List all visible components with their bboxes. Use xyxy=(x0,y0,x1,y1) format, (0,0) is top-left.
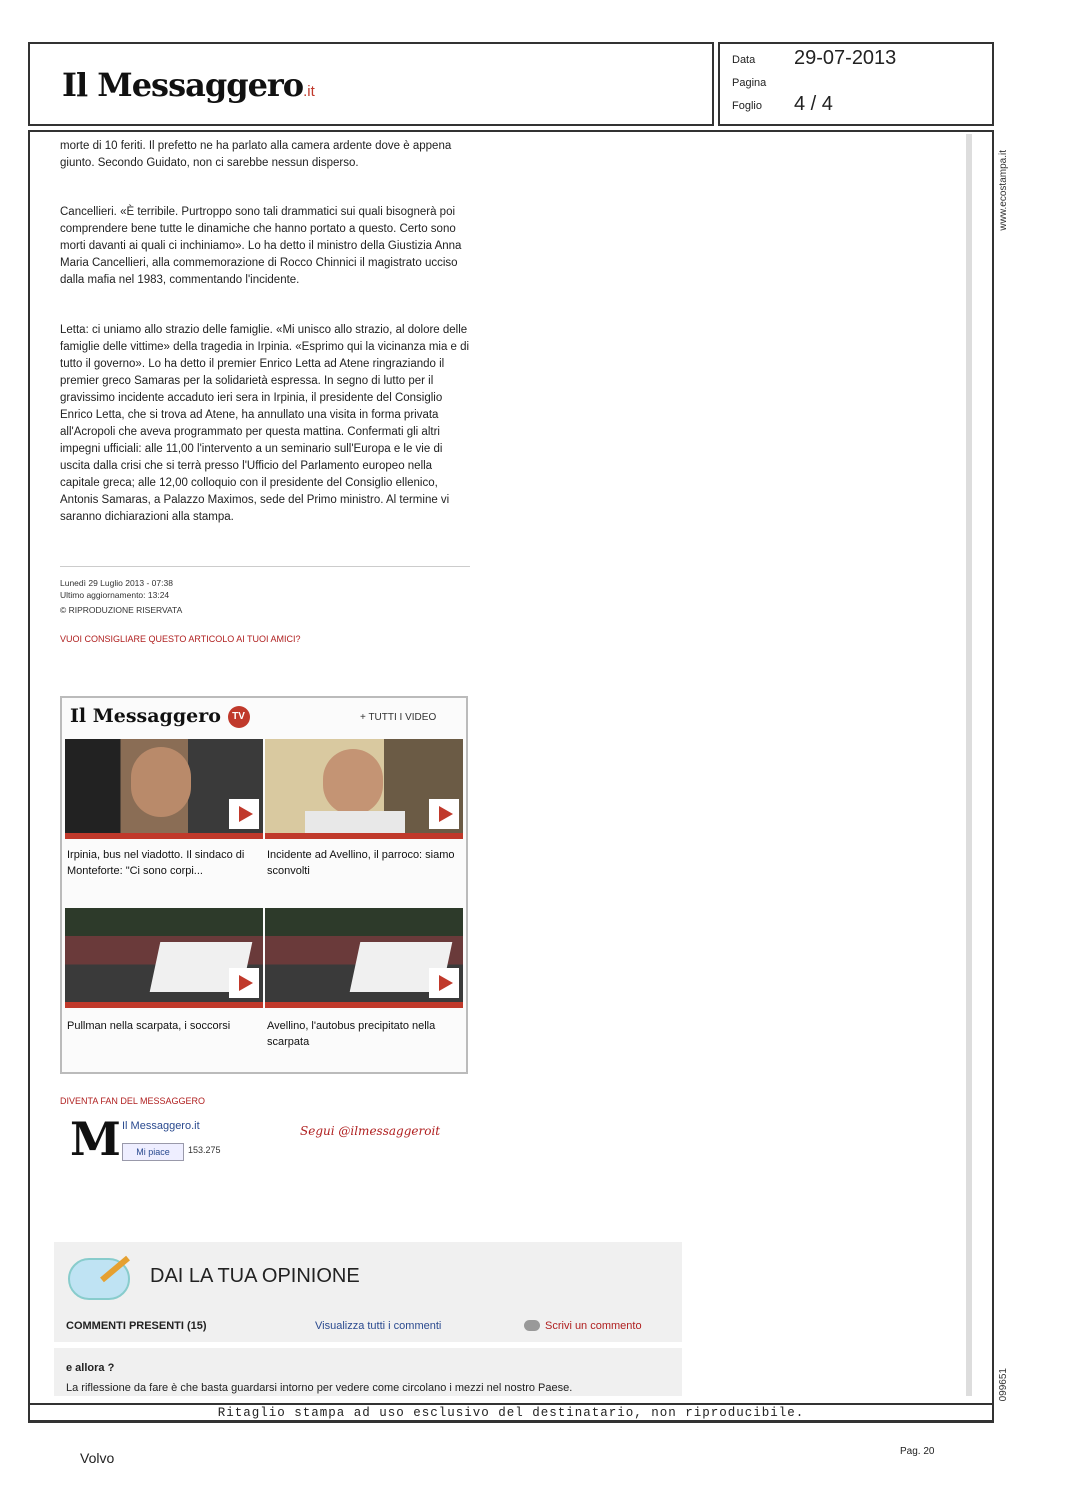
clipping-notice: Ritaglio stampa ad uso esclusivo del destinatario, non riproducibile. xyxy=(28,1403,994,1423)
side-website: www.ecostampa.it xyxy=(998,150,1009,231)
video-caption-4[interactable]: Avellino, l'autobus precipitato nella scarpata xyxy=(267,1020,436,1048)
fan-page-name[interactable]: Il Messaggero.it xyxy=(122,1120,200,1132)
article-paragraph-3: Letta: ci uniamo allo strazio delle famiglie. «Mi unisco allo strazio, al dolore delle famiglie delle vittime» della tragedia in Irpinia. «Esprimo qui la vicinanza mia e di tutto il governo». Lo ha detto il premier Enrico Letta ad Atene ringraziando il premier greco Samaras per la solidarietà espressa. In segno di lutto per il gravissimo incidente accaduto ieri sera in Irpinia, il presidente del Consiglio Enrico Letta, che si trova ad Atene, ha annullato una visita in forma privata all'Acropoli che aveva programmato per questa mattina. Confermati gli altri impegni ufficiali: alle 11,00 l'intervento a un seminario sull'Europa e le vie di uscita dalla crisi che si terrà presso l'Ufficio del Parlamento europeo nella capitale greca; alle 12,00 colloquio con il presidente del Consiglio ellenico, Antonis Samaras, a Palazzo Maximos, sede del Primo ministro. Al termine vi saranno dichiarazioni alla stampa. xyxy=(60,324,470,523)
video-thumbnail-3[interactable] xyxy=(65,908,263,1008)
comment-icon xyxy=(524,1320,540,1331)
footer-page-number: Pag. 20 xyxy=(900,1446,935,1457)
video-thumbnail-2[interactable] xyxy=(265,739,463,839)
article-rights: © RIPRODUZIONE RISERVATA xyxy=(60,605,183,615)
side-code: 099651 xyxy=(998,1368,1009,1402)
video-thumbnail-4[interactable] xyxy=(265,908,463,1008)
comment-count: COMMENTI PRESENTI (15) xyxy=(66,1320,207,1332)
comment-text: La riflessione da fare è che basta guardarsi intorno per vedere come circolano i mezzi nel nostro Paese. xyxy=(66,1382,573,1394)
data-value: 29-07-2013 xyxy=(794,47,897,69)
play-icon xyxy=(429,968,459,998)
comment-title: e allora ? xyxy=(66,1362,115,1374)
opinion-title: DAI LA TUA OPINIONE xyxy=(150,1265,360,1287)
comment-bubble-icon xyxy=(68,1258,130,1300)
face-shape xyxy=(323,749,383,815)
article-updated: Ultimo aggiornamento: 13:24 xyxy=(60,590,170,600)
follow-link[interactable]: Segui @ilmessaggeroit xyxy=(300,1124,441,1138)
video-thumbnail-1[interactable] xyxy=(65,739,263,839)
tv-badge: TV xyxy=(228,706,250,728)
video-caption-3[interactable]: Pullman nella scarpata, i soccorsi xyxy=(67,1020,231,1032)
face-shape xyxy=(131,747,191,817)
foglio-value: 4 / 4 xyxy=(794,93,833,115)
like-button[interactable]: Mi piace xyxy=(122,1143,184,1161)
all-videos-link[interactable]: + TUTTI I VIDEO xyxy=(360,712,437,723)
masthead-logo: Il Messaggero.it xyxy=(62,66,315,104)
fan-logo: M xyxy=(70,1112,121,1166)
view-all-comments-link[interactable]: Visualizza tutti i commenti xyxy=(315,1320,442,1332)
pagina-label: Pagina xyxy=(732,77,767,89)
play-icon xyxy=(229,799,259,829)
foglio-label: Foglio xyxy=(732,100,762,112)
tv-logo: Il Messaggero TV xyxy=(70,705,250,728)
article-date: Lunedì 29 Luglio 2013 - 07:38 xyxy=(60,578,173,588)
article-divider xyxy=(60,566,470,567)
write-comment-link[interactable]: Scrivi un commento xyxy=(545,1320,642,1332)
play-icon xyxy=(229,968,259,998)
shirt-shape xyxy=(305,811,405,839)
video-caption-2[interactable]: Incidente ad Avellino, il parroco: siamo sconvolti xyxy=(267,849,455,877)
article-paragraph-2: Cancellieri. «È terribile. Purtroppo sono tali drammatici sui quali bisognerà poi comprendere bene tutte le dinamiche che hanno portato a questo. Certo sono morti davanti ai quali ci inchiniamo». Lo ha detto il ministro della Giustizia Anna Maria Cancellieri, alla commemorazione di Rocco Chinnici il magistrato ucciso dalla mafia nel 1983, commentando l'incidente. xyxy=(60,206,462,286)
logo-suffix: .it xyxy=(303,83,315,100)
video-caption-1[interactable]: Irpinia, bus nel viadotto. Il sindaco di Monteforte: "Ci sono corpi... xyxy=(67,849,245,877)
like-count: 153.275 xyxy=(188,1145,221,1155)
article-paragraph-1: morte di 10 feriti. Il prefetto ne ha parlato alla camera ardente dove è appena giunto. Secondo Guidato, non ci sarebbe nessun disperso. xyxy=(60,140,452,169)
pencil-icon xyxy=(100,1256,130,1282)
play-icon xyxy=(429,799,459,829)
send-to-friends-link[interactable]: VUOI CONSIGLIARE QUESTO ARTICOLO AI TUOI AMICI? xyxy=(60,634,301,644)
footer-client: Volvo xyxy=(80,1450,115,1466)
fan-title: DIVENTA FAN DEL MESSAGGERO xyxy=(60,1096,206,1106)
data-label: Data xyxy=(732,54,756,66)
